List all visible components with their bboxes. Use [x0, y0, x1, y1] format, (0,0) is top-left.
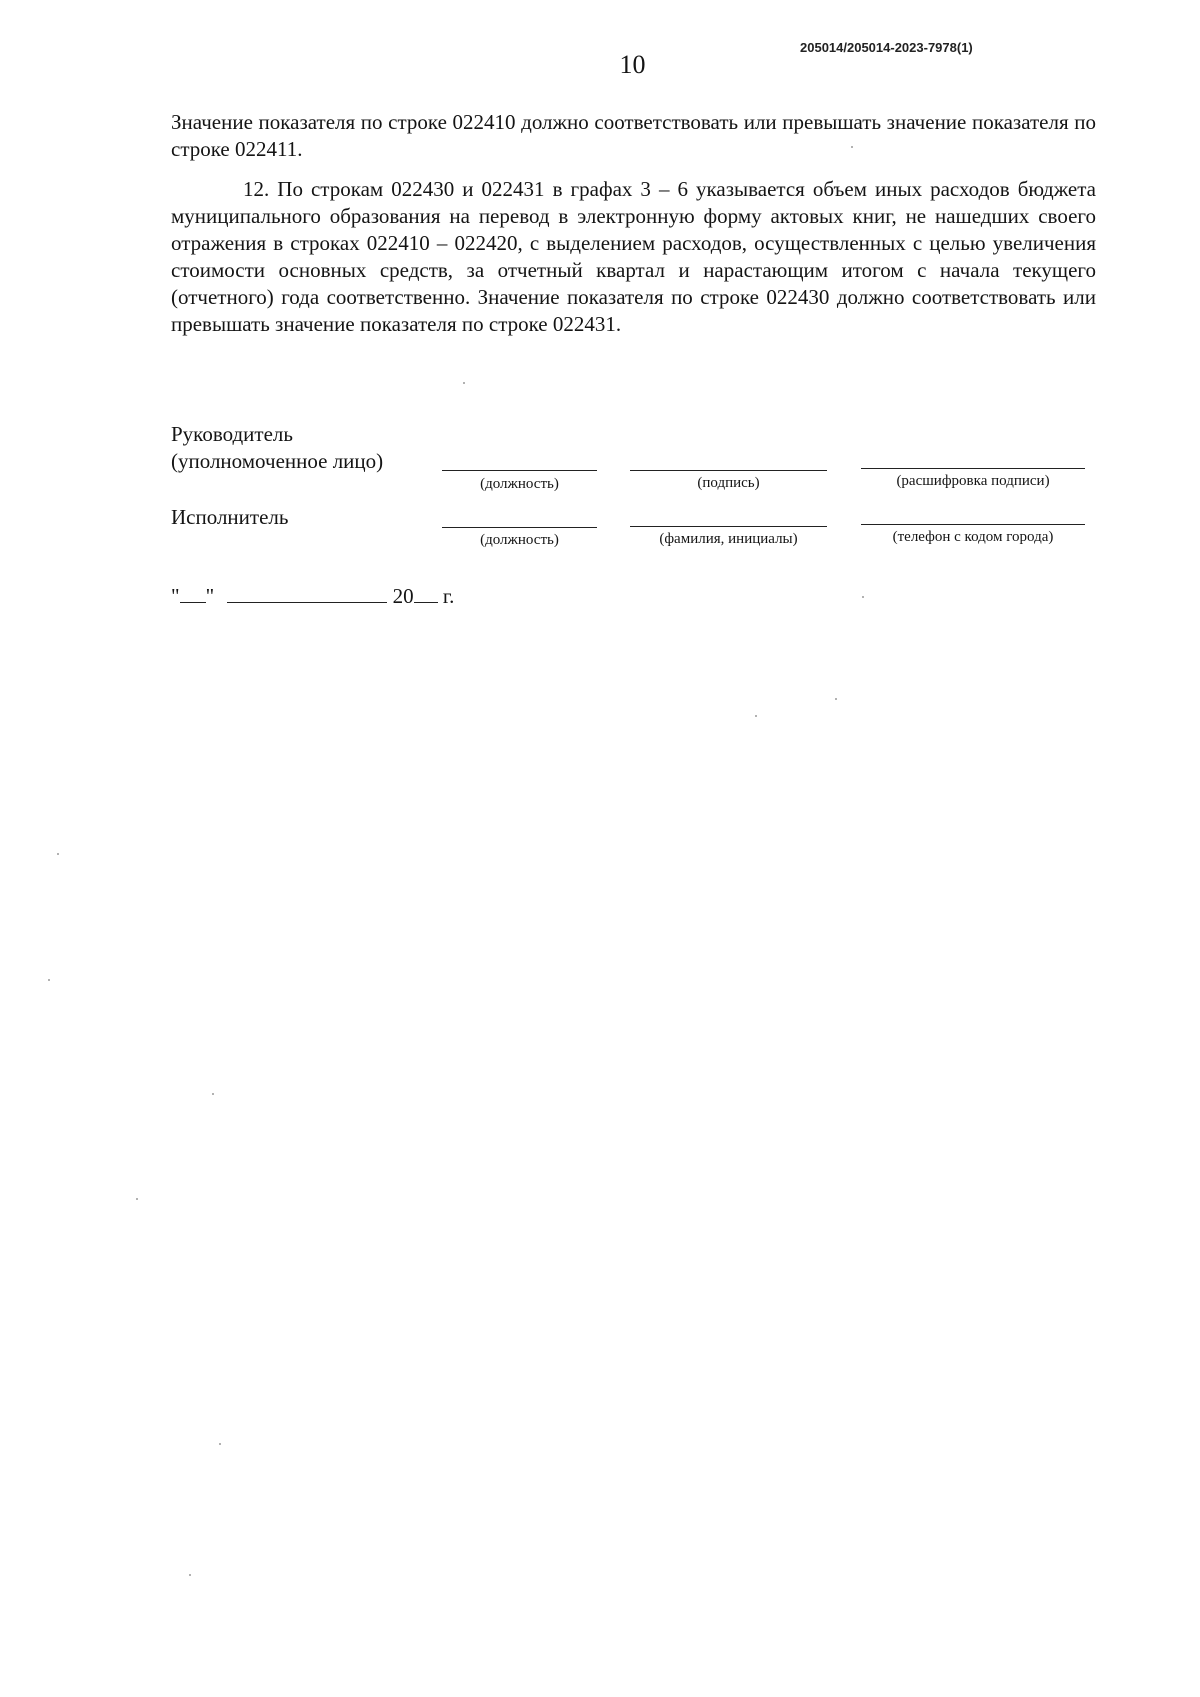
- head-position-line: [442, 470, 597, 471]
- head-signature-line: [630, 470, 827, 471]
- paragraph-1: Значение показателя по строке 022410 должно соответствовать или превышать значение показателя по строке 022411.: [171, 110, 1096, 161]
- executor-phone-line: [861, 524, 1085, 525]
- executor-label: Исполнитель: [171, 505, 289, 529]
- executor-position-line: [442, 527, 597, 528]
- date-line: [171, 584, 454, 609]
- head-caption-decoding: (расшифровка подписи): [896, 473, 1050, 489]
- scan-speck: [463, 382, 465, 384]
- page-number: 10: [619, 50, 646, 79]
- date-open-quote: ": [171, 584, 180, 608]
- scan-speck: [835, 698, 837, 700]
- date-close-quote: ": [205, 584, 215, 608]
- date-year-prefix: 20: [392, 584, 414, 608]
- scan-speck: [755, 715, 757, 717]
- head-decoding-line: [861, 468, 1085, 469]
- scan-speck: [219, 1443, 221, 1445]
- date-year-blank: [414, 584, 438, 603]
- paragraph-2: 12. По строкам 022430 и 022431 в графах 3 – 6 указывается объем иных расходов бюджета муниципального образования на перевод в электронную форму актовых книг, не нашедших своего отражения в строках 022410 – 022420, с выделением расходов, осуществленных с целью увеличения стоимости основных средств, за отчетный квартал и нарастающим итогом с начала текущего (отчетного) года соответственно. Значение показателя по строке 022430 должно соответствовать или превышать значение показателя по строке 022431.: [171, 177, 1096, 336]
- executor-caption-position: (должность): [480, 532, 559, 548]
- document-id: 205014/205014-2023-7978(1): [800, 40, 973, 55]
- head-label-line2: (уполномоченное лицо): [171, 449, 384, 473]
- date-day-blank: [180, 584, 206, 603]
- date-month-blank: [227, 584, 387, 603]
- scan-speck: [851, 146, 853, 148]
- executor-caption-name: (фамилия, инициалы): [659, 531, 798, 547]
- scan-speck: [212, 1093, 214, 1095]
- executor-caption-phone: (телефон с кодом города): [892, 529, 1054, 545]
- date-suffix: г.: [442, 584, 455, 608]
- head-label-line1: Руководитель: [171, 422, 293, 446]
- scan-speck: [136, 1198, 138, 1200]
- scan-speck: [189, 1574, 191, 1576]
- scan-speck: [57, 853, 59, 855]
- scan-speck: [48, 979, 50, 981]
- scan-speck: [862, 596, 864, 598]
- head-caption-position: (должность): [480, 476, 559, 492]
- head-caption-signature: (подпись): [697, 475, 760, 491]
- executor-name-line: [630, 526, 827, 527]
